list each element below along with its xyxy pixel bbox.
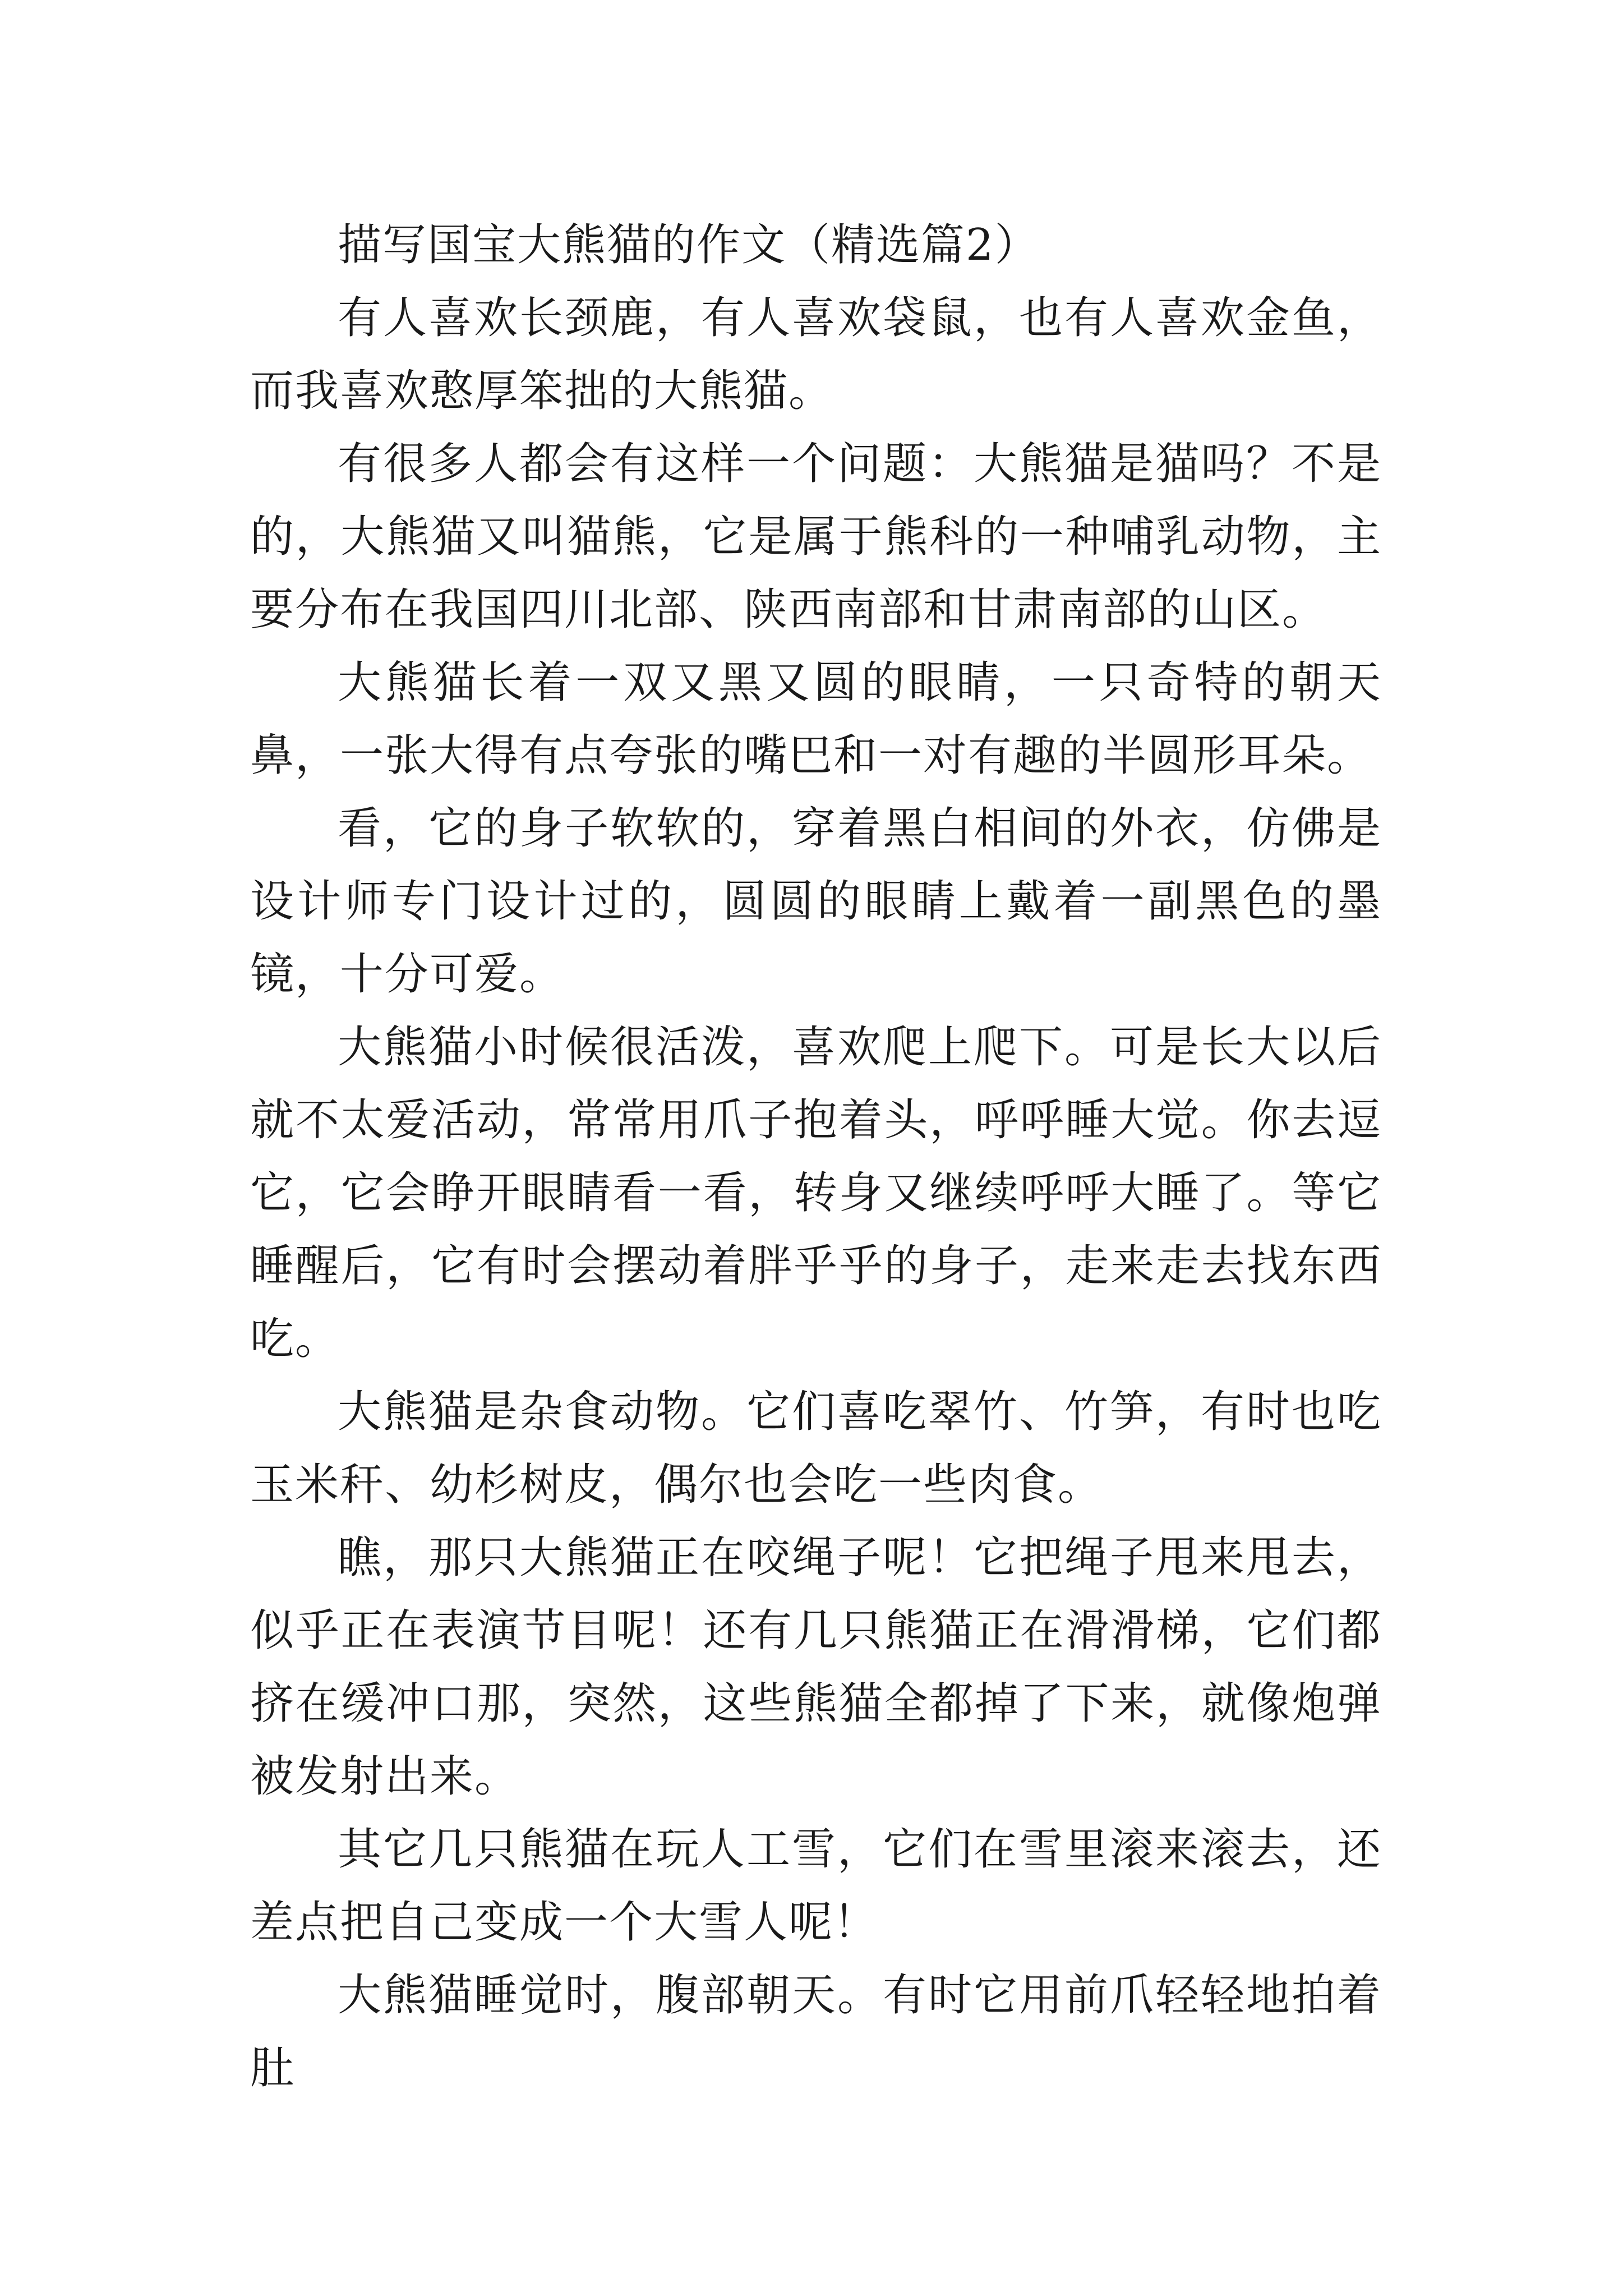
paragraph: 有很多人都会有这样一个问题：大熊猫是猫吗？不是的，大熊猫又叫猫熊，它是属于熊科的一种哺乳动物，主要分布在我国四川北部、陕西南部和甘肃南部的山区。: [250, 439, 1382, 635]
paragraph: 大熊猫是杂食动物。它们喜吃翠竹、竹笋，有时也吃玉米秆、幼杉树皮，偶尔也会吃一些肉食。: [250, 1387, 1382, 1510]
paragraph: 大熊猫小时候很活泼，喜欢爬上爬下。可是长大以后就不太爱活动，常常用爪子抱着头，呼呼睡大觉。你去逗它，它会睁开眼睛看一看，转身又继续呼呼大睡了。等它睡醒后，它有时会摆动着胖乎乎的身子，走来走去找东西吃。: [250, 1022, 1382, 1364]
essay-body: [250, 209, 1382, 2105]
paragraph: 有人喜欢长颈鹿，有人喜欢袋鼠，也有人喜欢金鱼，而我喜欢憨厚笨拙的大熊猫。: [250, 293, 1382, 416]
paragraph: 看，它的身子软软的，穿着黑白相间的外衣，仿佛是设计师专门设计过的，圆圆的眼睛上戴着一副黑色的墨镜，十分可爱。: [250, 803, 1382, 1000]
paragraph: 瞧，那只大熊猫正在咬绳子呢！它把绳子甩来甩去，似乎正在表演节目呢！还有几只熊猫正在滑滑梯，它们都挤在缓冲口那，突然，这些熊猫全都掉了下来，就像炮弹被发射出来。: [250, 1533, 1382, 1802]
paragraph: 其它几只熊猫在玩人工雪，它们在雪里滚来滚去，还差点把自己变成一个大雪人呢！: [250, 1824, 1382, 1948]
paragraph: 大熊猫睡觉时，腹部朝天。有时它用前爪轻轻地拍着肚: [250, 1970, 1382, 2093]
paragraph: 大熊猫长着一双又黑又圆的眼睛，一只奇特的朝天鼻，一张大得有点夸张的嘴巴和一对有趣的半圆形耳朵。: [250, 657, 1382, 781]
essay-title: 描写国宝大熊猫的作文（精选篇2）: [338, 220, 1040, 270]
